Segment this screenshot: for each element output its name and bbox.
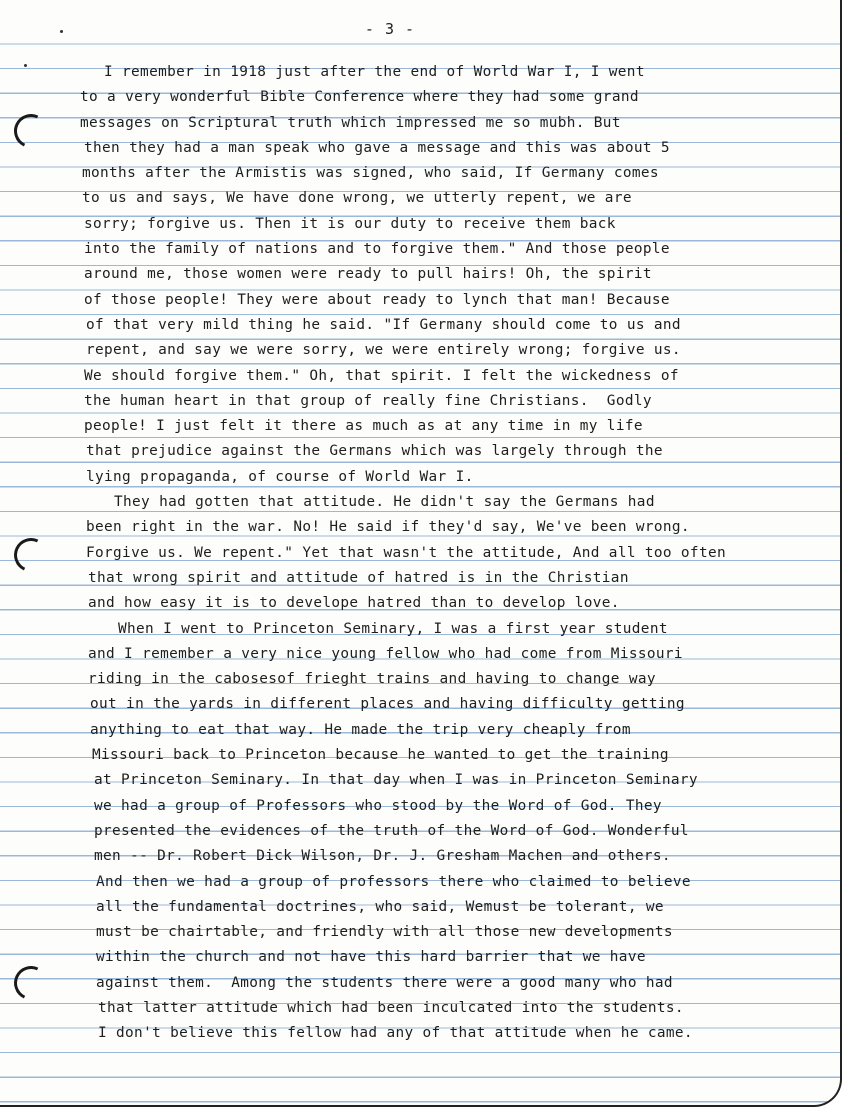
text-line: people! I just felt it there as much as at any time in my life bbox=[84, 418, 643, 435]
text-line: then they had a man speak who gave a message and this was about 5 bbox=[84, 139, 670, 156]
text-line: I remember in 1918 just after the end of World War I, I went bbox=[104, 64, 645, 80]
text-line: against them. Among the students there were a good many who had bbox=[96, 974, 673, 991]
text-line: we had a group of Professors who stood by the Word of God. They bbox=[94, 797, 662, 814]
text-line: presented the evidences of the truth of the Word of God. Wonderful bbox=[94, 822, 689, 839]
text-line: that wrong spirit and attitude of hatred is in the Christian bbox=[88, 569, 629, 586]
text-line: within the church and not have this hard barrier that we have bbox=[96, 949, 646, 966]
text-line: of those people! They were about ready to lynch that man! Because bbox=[84, 291, 670, 308]
text-line: of that very mild thing he said. "If Germany should come to us and bbox=[86, 316, 681, 333]
page-number: - 3 - bbox=[364, 20, 416, 38]
text-line: They had gotten that attitude. He didn't say the Germans had bbox=[114, 494, 655, 511]
text-line: And then we had a group of professors there who claimed to believe bbox=[96, 873, 691, 890]
text-line: riding in the cabosesof frieght trains and having to change way bbox=[88, 671, 656, 688]
text-line: and I remember a very nice young fellow who had come from Missouri bbox=[88, 645, 683, 662]
text-line: to a very wonderful Bible Conference where they had some grand bbox=[80, 89, 639, 106]
text-line: around me, those women were ready to pull hairs! Oh, the spirit bbox=[84, 266, 652, 283]
text-line: Forgive us. We repent." Yet that wasn't the attitude, And all too often bbox=[86, 544, 726, 561]
text-line: We should forgive them." Oh, that spirit. I felt the wickedness of bbox=[84, 367, 679, 384]
text-line: been right in the war. No! He said if they'd say, We've been wrong. bbox=[86, 519, 690, 536]
text-line: all the fundamental doctrines, who said, Wemust be tolerant, we bbox=[96, 898, 664, 915]
binder-hole-middle bbox=[9, 533, 53, 577]
text-line: anything to eat that way. He made the trip very cheaply from bbox=[90, 721, 631, 738]
text-line: at Princeton Seminary. In that day when I was in Princeton Seminary bbox=[94, 772, 698, 789]
text-line: and how easy it is to develope hatred than to develop love. bbox=[88, 595, 620, 612]
text-line: men -- Dr. Robert Dick Wilson, Dr. J. Gresham Machen and others. bbox=[94, 848, 671, 865]
text-line: that prejudice against the Germans which was largely through the bbox=[86, 443, 663, 460]
text-line: Missouri back to Princeton because he wanted to get the training bbox=[92, 747, 669, 764]
text-line: months after the Armistis was signed, who said, If Germany comes bbox=[82, 165, 659, 182]
binder-hole-bottom bbox=[9, 961, 53, 1005]
binder-hole-top bbox=[9, 109, 53, 153]
text-line: must be chairtable, and friendly with all those new developments bbox=[96, 924, 673, 941]
text-line: I don't believe this fellow had any of that attitude when he came. bbox=[98, 1025, 693, 1042]
text-line: into the family of nations and to forgive them." And those people bbox=[84, 241, 670, 258]
ink-speck bbox=[24, 64, 27, 67]
text-line: to us and says, We have done wrong, we utterly repent, we are bbox=[82, 190, 632, 207]
text-line: When I went to Princeton Seminary, I was a first year student bbox=[118, 620, 668, 637]
text-line: sorry; forgive us. Then it is our duty to receive them back bbox=[84, 215, 616, 232]
text-line: the human heart in that group of really fine Christians. Godly bbox=[84, 392, 652, 409]
text-line: out in the yards in different places and having difficulty getting bbox=[90, 696, 685, 713]
text-line: messages on Scriptural truth which impressed me so mubh. But bbox=[80, 114, 621, 131]
text-line: repent, and say we were sorry, we were entirely wrong; forgive us. bbox=[86, 342, 681, 359]
text-line: lying propaganda, of course of World War I. bbox=[86, 468, 474, 485]
typed-text-body bbox=[80, 60, 830, 1047]
text-line: that latter attitude which had been inculcated into the students. bbox=[98, 999, 684, 1016]
